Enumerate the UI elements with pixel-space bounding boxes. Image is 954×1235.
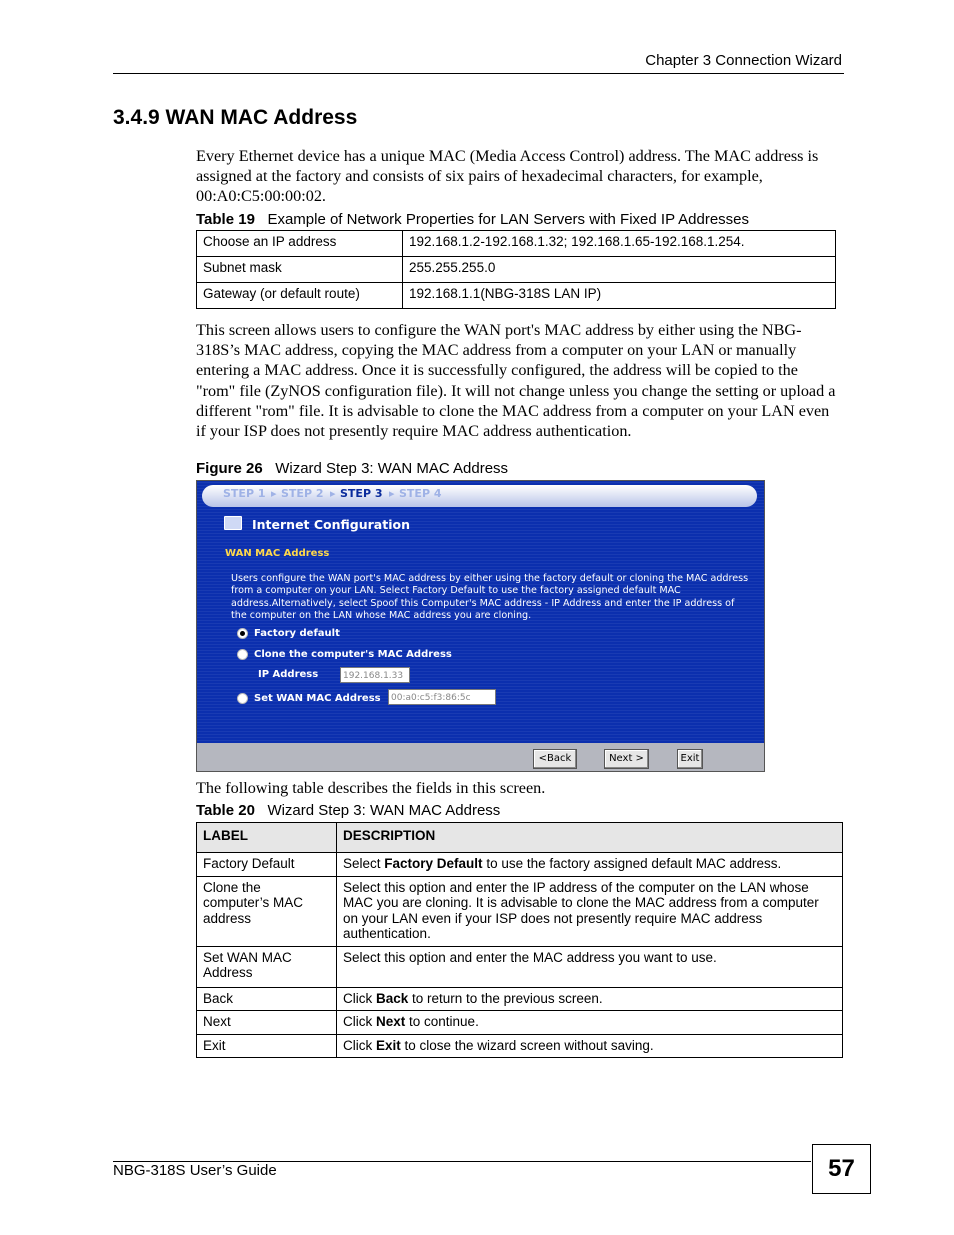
- description-header: DESCRIPTION: [337, 823, 843, 853]
- table-row: [197, 283, 836, 309]
- table-cell: 255.255.255.0: [403, 257, 836, 283]
- clone-mac-radio[interactable]: [237, 649, 248, 660]
- table-cell: [337, 1011, 843, 1035]
- table-cell: 192.168.1.1(NBG-318S LAN IP): [403, 283, 836, 309]
- header-divider: [113, 73, 844, 74]
- table-cell: [337, 853, 843, 877]
- table-header-row: [197, 823, 843, 853]
- figure26-title: Wizard Step 3: WAN MAC Address: [275, 460, 509, 477]
- factory-default-radio[interactable]: [237, 628, 248, 639]
- step-3: STEP 3: [340, 487, 383, 500]
- set-mac-label: Set WAN MAC Address: [254, 693, 381, 704]
- table19-title: Example of Network Properties for LAN Servers with Fixed IP Addresses: [267, 211, 750, 228]
- cell-text: to use the factory assigned default MAC address.: [482, 856, 782, 871]
- table-cell: Subnet mask: [197, 257, 403, 283]
- table-cell: Factory Default: [197, 853, 337, 877]
- clone-mac-label: Clone the computer's MAC Address: [254, 649, 452, 660]
- table-cell: 192.168.1.2-192.168.1.32; 192.168.1.65-192.168.1.254.: [403, 231, 836, 257]
- table-cell: [337, 1034, 843, 1058]
- cell-text: Click: [343, 990, 376, 1006]
- factory-default-label: Factory default: [254, 628, 340, 639]
- table-cell: Set WAN MAC Address: [197, 946, 337, 987]
- cell-text: Select: [343, 856, 385, 871]
- step-4: STEP 4: [399, 487, 442, 500]
- step-1: STEP 1: [223, 487, 266, 500]
- table-cell: Clone the computer’s MAC address: [197, 876, 337, 946]
- cell-text-bold: Back: [376, 990, 409, 1006]
- table-row: [197, 987, 843, 1011]
- table-cell: Next: [197, 1011, 337, 1035]
- set-mac-radio[interactable]: [237, 693, 248, 704]
- wizard-title: Internet Configuration: [252, 517, 410, 532]
- table-cell: Exit: [197, 1034, 337, 1058]
- table-row: [197, 876, 843, 946]
- table-cell: Select this option and enter the IP address of the computer on the LAN whose MAC you are cloning. It is advisable to clone the MAC address from a computer on your LAN even if your ISP does not presently require MAC address authentication.: [337, 876, 843, 946]
- mac-paragraph: This screen allows users to configure the WAN port's MAC address by either using the NBG-318S’s MAC address, copying the MAC address from a computer on your LAN or manually entering a MAC address. Once it is successfully configured, the address will be copied to the "rom" file (ZyNOS configuration file). It will not change unless you change the setting or upload a different "rom" file. It is advisable to clone the MAC address from a computer on your LAN even if your ISP does not presently require MAC address authentication.: [196, 321, 836, 441]
- step-2: STEP 2: [281, 487, 324, 500]
- exit-button[interactable]: Exit: [677, 749, 703, 769]
- table19-label: Table 19: [196, 211, 255, 228]
- step-arrow-icon: ▸: [330, 487, 336, 500]
- table-row: [197, 946, 843, 987]
- mac-address-input[interactable]: 00:a0:c5:f3:86:5c: [388, 689, 496, 705]
- step-arrow-icon: ▸: [389, 487, 395, 500]
- intro-paragraph: Every Ethernet device has a unique MAC (Media Access Control) address. The MAC address is assigned at the factory and consists of six pairs of hexadecimal characters, for example, 00:A0:C5:00:00:02.: [196, 147, 819, 206]
- table-cell: [337, 987, 843, 1011]
- label-header: LABEL: [197, 823, 337, 853]
- table-cell: Gateway (or default route): [197, 283, 403, 309]
- next-button[interactable]: Next >: [604, 749, 649, 769]
- guide-title: NBG-318S User’s Guide: [113, 1162, 277, 1179]
- ip-address-input[interactable]: 192.168.1.33: [340, 667, 410, 683]
- table19-caption: [196, 211, 749, 228]
- cell-text-bold: Factory Default: [384, 856, 483, 871]
- table-row: [197, 1034, 843, 1058]
- table-row: [197, 1011, 843, 1035]
- following-text: The following table describes the fields in this screen.: [196, 779, 546, 797]
- cell-text: to continue.: [405, 1014, 479, 1029]
- table-cell: Select this option and enter the MAC address you want to use.: [337, 946, 843, 987]
- figure26-label: Figure 26: [196, 460, 263, 477]
- back-button[interactable]: <Back: [533, 749, 577, 769]
- table20-title: Wizard Step 3: WAN MAC Address: [267, 802, 501, 819]
- figure26-caption: [196, 460, 508, 477]
- table20-label: Table 20: [196, 802, 255, 819]
- ip-address-label: IP Address: [258, 669, 319, 680]
- cell-text: to close the wizard screen without saving.: [400, 1037, 654, 1053]
- cell-text: Click: [343, 1014, 376, 1029]
- wizard-description: Users configure the WAN port's MAC address by either using the factory default or cloning the MAC address from a computer on your LAN. Select Factory Default to use the factory assigned default MAC address.Alternatively, select Spoof this Computer's MAC address - IP Address and enter the IP address of the computer on the LAN whose MAC address you are cloning.: [231, 573, 749, 621]
- table-row: [197, 853, 843, 877]
- table-cell: Back: [197, 987, 337, 1011]
- field-description-table: [196, 822, 843, 1058]
- folder-icon: [224, 516, 242, 530]
- wizard-screenshot: [196, 480, 765, 772]
- cell-text-bold: Exit: [376, 1037, 401, 1053]
- wizard-subtitle: WAN MAC Address: [225, 548, 330, 559]
- cell-text-bold: Next: [376, 1014, 406, 1029]
- table-row: [197, 231, 836, 257]
- step-arrow-icon: ▸: [271, 487, 277, 500]
- table-row: [197, 257, 836, 283]
- cell-text: Click: [343, 1037, 376, 1053]
- page-number: 57: [812, 1144, 871, 1194]
- network-properties-table: [196, 230, 836, 309]
- cell-text: to return to the previous screen.: [408, 990, 603, 1006]
- table-cell: Choose an IP address: [197, 231, 403, 257]
- chapter-header: Chapter 3 Connection Wizard: [645, 52, 842, 69]
- table20-caption: [196, 802, 500, 819]
- section-title: 3.4.9 WAN MAC Address: [113, 106, 358, 129]
